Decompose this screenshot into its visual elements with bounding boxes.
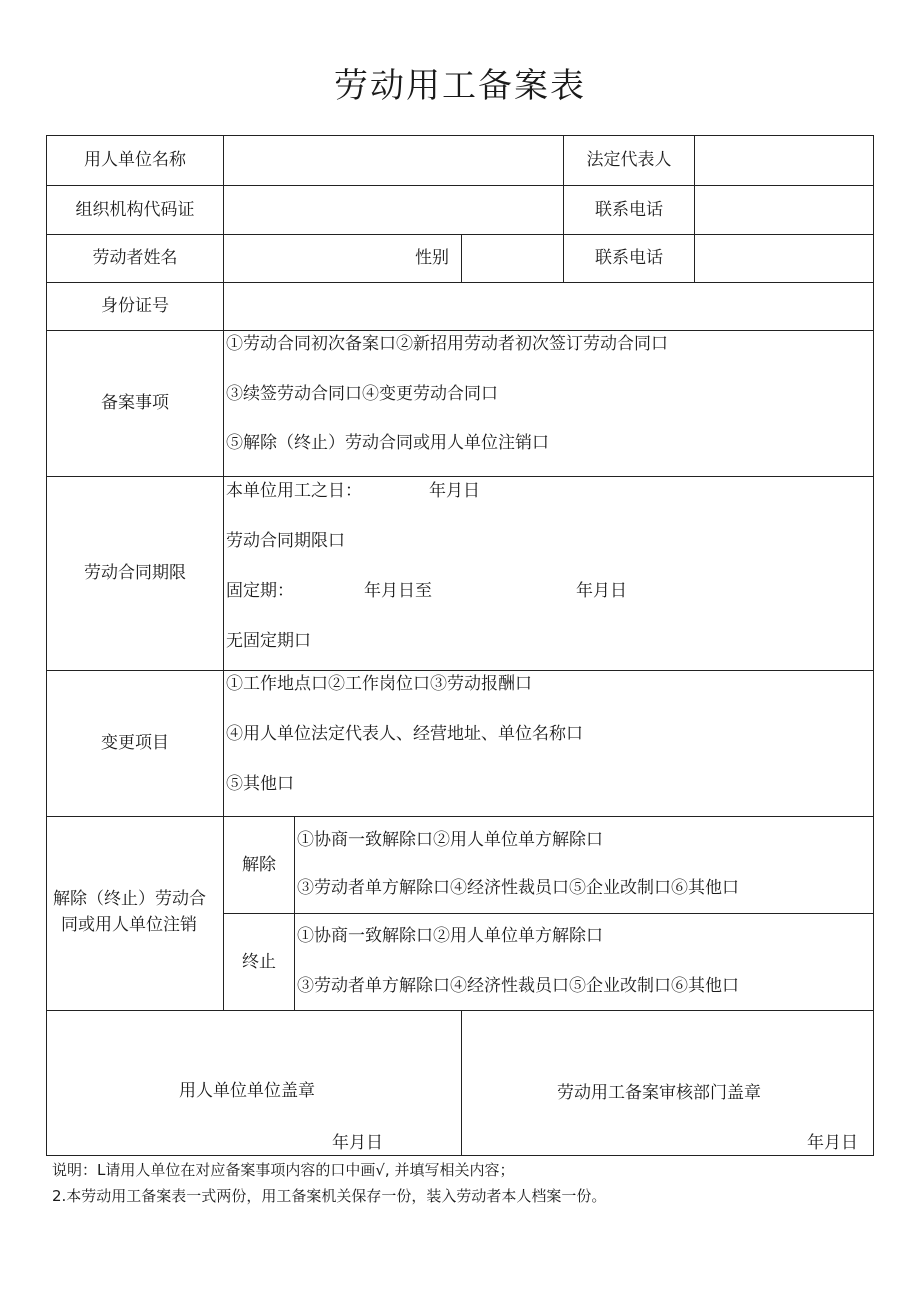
gender-field[interactable] <box>462 235 564 283</box>
change-items-label: 变更项目 <box>47 671 224 817</box>
filing-items-label: 备案事项 <box>47 331 224 477</box>
dissolve-options-cell <box>295 817 873 914</box>
id-number-field[interactable] <box>224 283 873 331</box>
change-option-line-1[interactable]: ①工作地点口②工作岗位口③劳动报酬口 <box>226 674 532 694</box>
fixed-period-from[interactable]: 年月日至 <box>364 581 432 601</box>
fixed-period-label: 固定期： <box>226 581 294 601</box>
start-date-value[interactable]: 年月日 <box>429 481 480 501</box>
filing-option-line-2[interactable]: ③续签劳动合同口④变更劳动合同口 <box>226 384 498 404</box>
termination-label-line-2: 同或用人单位注销 <box>61 915 197 935</box>
employer-phone-field[interactable] <box>695 186 873 235</box>
contract-term-cell <box>224 477 873 671</box>
org-code-label: 组织机构代码证 <box>47 186 224 235</box>
authority-seal-label: 劳动用工备案审核部门盖章 <box>557 1083 761 1103</box>
worker-phone-label: 联系电话 <box>564 235 695 283</box>
employer-name-field[interactable] <box>224 136 564 186</box>
employer-seal-area[interactable] <box>47 1011 462 1155</box>
authority-seal-date: 年月日 <box>807 1133 858 1153</box>
change-option-line-3[interactable]: ⑤其他口 <box>226 774 294 794</box>
dissolve-label: 解除 <box>224 817 295 914</box>
open-ended-option[interactable]: 无固定期口 <box>226 631 311 651</box>
authority-seal-area[interactable] <box>462 1011 873 1155</box>
employer-seal-label: 用人单位单位盖章 <box>179 1081 315 1101</box>
employer-name-label: 用人单位名称 <box>47 136 224 186</box>
gender-label: 性别 <box>415 248 449 268</box>
contract-term-label: 劳动合同期限 <box>47 477 224 671</box>
end-option-line-1[interactable]: ①协商一致解除口②用人单位单方解除口 <box>297 926 603 946</box>
start-date-label: 本单位用工之日： <box>226 481 362 501</box>
employer-phone-label: 联系电话 <box>564 186 695 235</box>
end-option-line-2[interactable]: ③劳动者单方解除口④经济性裁员口⑤企业改制口⑥其他口 <box>297 976 739 996</box>
change-items-cell <box>224 671 873 817</box>
id-number-label: 身份证号 <box>47 283 224 331</box>
note-line-2: 2.本劳动用工备案表一式两份，用工备案机关保存一份，装入劳动者本人档案一份。 <box>52 1187 607 1205</box>
filing-option-line-3[interactable]: ⑤解除（终止）劳动合同或用人单位注销口 <box>226 433 549 453</box>
change-option-line-2[interactable]: ④用人单位法定代表人、经营地址、单位名称口 <box>226 724 583 744</box>
filing-form <box>46 135 874 1156</box>
worker-phone-field[interactable] <box>695 235 873 283</box>
fixed-term-option[interactable]: 劳动合同期限口 <box>226 531 345 551</box>
filing-option-line-1[interactable]: ①劳动合同初次备案口②新招用劳动者初次签订劳动合同口 <box>226 334 668 354</box>
legal-rep-field[interactable] <box>695 136 873 186</box>
termination-label <box>47 817 224 1011</box>
filing-items-cell <box>224 331 873 477</box>
fixed-period-to[interactable]: 年月日 <box>576 581 627 601</box>
dissolve-option-line-2[interactable]: ③劳动者单方解除口④经济性裁员口⑤企业改制口⑥其他口 <box>297 878 739 898</box>
end-label: 终止 <box>224 914 295 1011</box>
note-line-1: 说明：L请用人单位在对应备案事项内容的口中画√, 并填写相关内容； <box>52 1161 515 1179</box>
page-title: 劳动用工备案表 <box>334 66 586 106</box>
employer-seal-date: 年月日 <box>332 1133 383 1153</box>
worker-name-field[interactable] <box>224 235 462 283</box>
termination-label-line-1: 解除（终止）劳动合 <box>53 889 206 909</box>
legal-rep-label: 法定代表人 <box>564 136 695 186</box>
worker-name-label: 劳动者姓名 <box>47 235 224 283</box>
org-code-field[interactable] <box>224 186 564 235</box>
dissolve-option-line-1[interactable]: ①协商一致解除口②用人单位单方解除口 <box>297 830 603 850</box>
end-options-cell <box>295 914 873 1011</box>
